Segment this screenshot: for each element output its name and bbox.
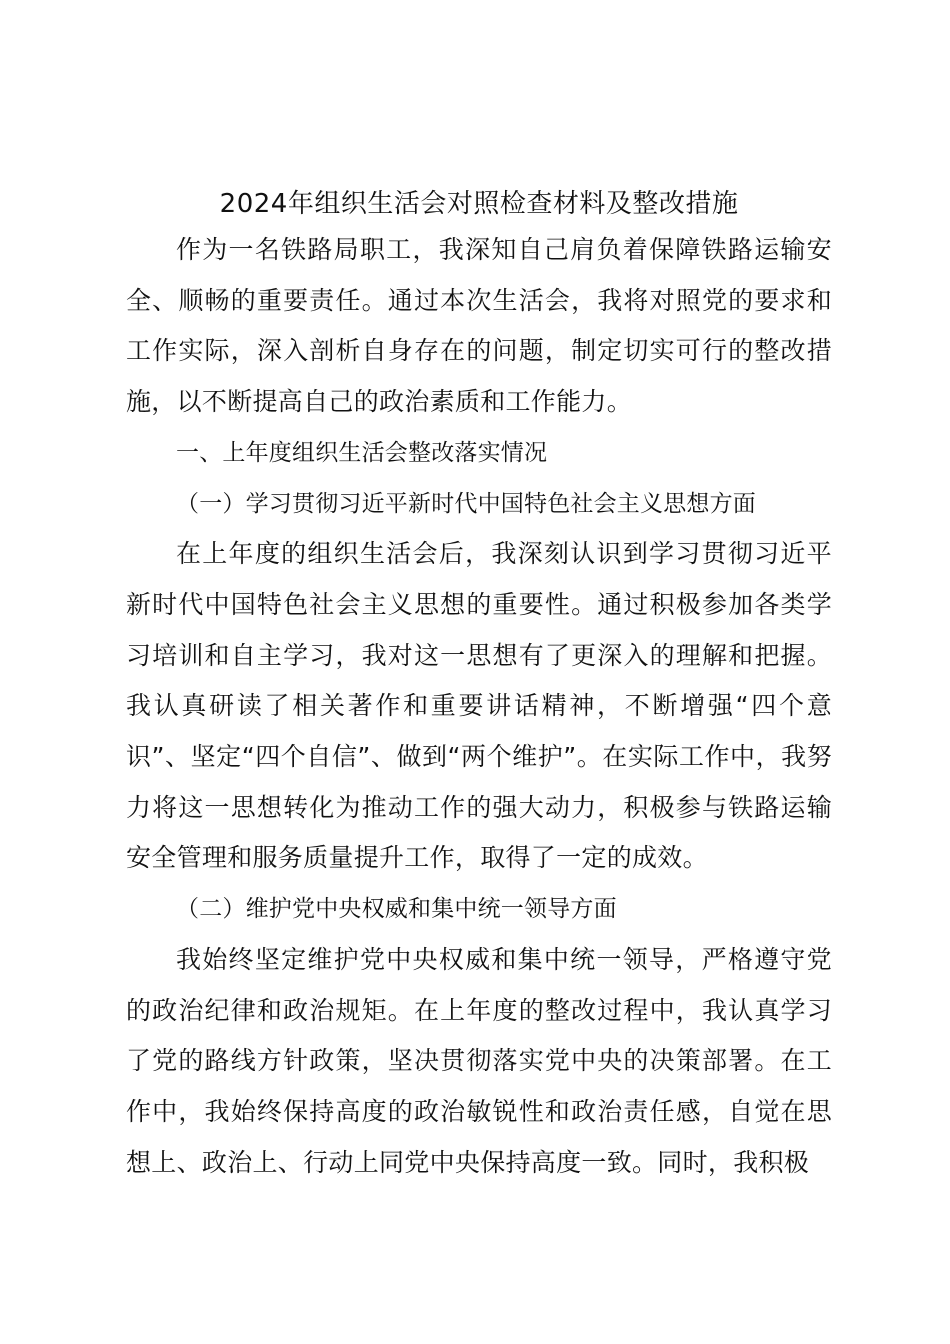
subsection-2-paragraph: 我始终坚定维护党中央权威和集中统一领导，严格遵守党的政治纪律和政治规矩。在上年度的整改过程中，我认真学习了党的路线方针政策，坚决贯彻落实党中央的决策部署。在工作中，我始终保持高度的政治敏锐性和政治责任感，自觉在思想上、政治上、行动上同党中央保持高度一致。同时，我积极 bbox=[126, 944, 832, 1177]
section-heading-1: 一、上年度组织生活会整改落实情况 bbox=[176, 439, 548, 466]
document-title: 2024年组织生活会对照检查材料及整改措施 bbox=[219, 189, 739, 219]
subsection-heading-1: （一）学习贯彻习近平新时代中国特色社会主义思想方面 bbox=[176, 490, 756, 517]
subsection-heading-2: （二）维护党中央权威和集中统一领导方面 bbox=[176, 896, 617, 923]
subsection-1-paragraph: 在上年度的组织生活会后，我深刻认识到学习贯彻习近平新时代中国特色社会主义思想的重要性。通过积极参加各类学习培训和自主学习，我对这一思想有了更深入的理解和把握。我认真研读了相关著作和重要讲话精神，不断增强“四个意识”、坚定“四个自信”、做到“两个维护”。在实际工作中，我努力将这一思想转化为推动工作的强大动力，积极参与铁路运输安全管理和服务质量提升工作，取得了一定的成效。 bbox=[126, 539, 832, 873]
document-body bbox=[126, 183, 832, 1188]
intro-paragraph: 作为一名铁路局职工，我深知自己肩负着保障铁路运输安全、顺畅的重要责任。通过本次生活会，我将对照党的要求和工作实际，深入剖析自身存在的问题，制定切实可行的整改措施，以不断提高自己的政治素质和工作能力。 bbox=[126, 235, 832, 417]
